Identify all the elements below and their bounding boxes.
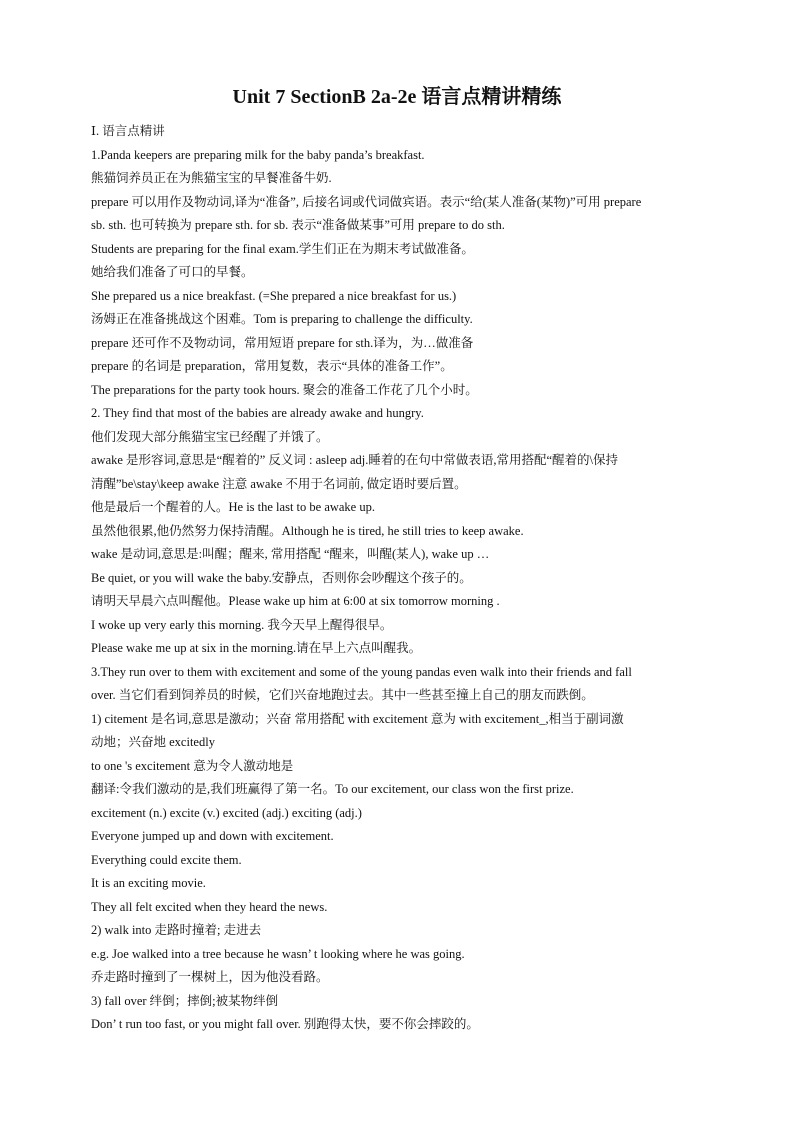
text-line: prepare 可以用作及物动词,译为“准备”, 后接名词或代词做宾语。表示“给(某人准备(某物)”可用 prepare	[91, 194, 642, 209]
text-line: Please wake me up at six in the morning.请在早上六点叫醒我。	[91, 641, 422, 655]
document-title: Unit 7 SectionB 2a-2e 语言点精讲精练	[232, 86, 562, 108]
text-line: prepare 的名词是 preparation，常用复数，表示“具体的准备工作”。	[91, 359, 453, 373]
text-line: 动地；兴奋地 excitedly	[91, 735, 215, 749]
text-line: prepare 还可作不及物动词，常用短语 prepare for sth.译为，为…做准备	[91, 335, 474, 350]
text-line: Be quiet, or you will wake the baby.安静点，否则你会吵醒这个孩子的。	[91, 570, 472, 585]
text-line: 熊猫饲养员正在为熊猫宝宝的早餐准备牛奶.	[91, 171, 332, 185]
text-line: 汤姆正在准备挑战这个困难。Tom is preparing to challenge the difficulty.	[91, 312, 473, 326]
text-line: 1.Panda keepers are preparing milk for the baby panda’s breakfast.	[91, 147, 425, 162]
text-line: She prepared us a nice breakfast. (=She prepared a nice breakfast for us.)	[91, 288, 457, 303]
text-line: excitement (n.) excite (v.) excited (adj.) exciting (adj.)	[91, 805, 362, 820]
text-line: 1) citement 是名词,意思是激动；兴奋 常用搭配 with excitement 意为 with excitement_,相当于副词激	[91, 711, 624, 726]
text-line: 乔走路时撞到了一棵树上，因为他没看路。	[91, 970, 329, 984]
text-line: 她给我们准备了可口的早餐。	[91, 265, 254, 279]
text-line: 2. They find that most of the babies are already awake and hungry.	[91, 406, 424, 420]
text-line: Don’ t run too fast, or you might fall over. 别跑得太快，要不你会摔跤的。	[91, 1017, 479, 1031]
text-line: e.g. Joe walked into a tree because he wasn’ t looking where he was going.	[91, 946, 465, 961]
text-line: Ⅰ. 语言点精讲	[91, 124, 165, 138]
text-line: wake 是动词,意思是:叫醒；醒来, 常用搭配 “醒来，叫醒(某人), wake up …	[91, 547, 490, 561]
text-line: 他是最后一个醒着的人。He is the last to be awake up.	[91, 500, 375, 514]
text-line: 虽然他很累,他仍然努力保持清醒。Although he is tired, he still tries to keep awake.	[91, 523, 524, 538]
text-line: I woke up very early this morning. 我今天早上醒得很早。	[91, 617, 393, 632]
text-line: The preparations for the party took hours. 聚会的准备工作花了几个小时。	[91, 382, 478, 397]
text-line: They all felt excited when they heard the news.	[91, 899, 328, 914]
text-line: Students are preparing for the final exam.学生们正在为期末考试做准备。	[91, 241, 474, 256]
text-line: Everyone jumped up and down with excitement.	[91, 829, 334, 843]
text-line: It is an exciting movie.	[91, 876, 206, 890]
text-line: 他们发现大部分熊猫宝宝已经醒了并饿了。	[91, 429, 329, 444]
text-line: 3.They run over to them with excitement and some of the young pandas even walk into their friends and fall	[91, 664, 632, 679]
text-line: 3) fall over 绊倒；摔倒;被某物绊倒	[91, 993, 279, 1008]
text-line: Everything could excite them.	[91, 852, 242, 867]
text-line: awake 是形容词,意思是“醒着的” 反义词 : asleep adj.睡着的在句中常做表语,常用搭配“醒着的\保持	[91, 453, 619, 467]
text-line: sb. sth. 也可转换为 prepare sth. for sb. 表示“准备做某事”可用 prepare to do sth.	[91, 218, 505, 232]
text-line: 清醒”be\stay\keep awake 注意 awake 不用于名词前, 做定语时要后置。	[91, 476, 467, 491]
document-body	[91, 120, 716, 1037]
text-line: over. 当它们看到饲养员的时候，它们兴奋地跑过去。其中一些甚至撞上自己的朋友而跌倒。	[91, 688, 594, 702]
text-line: to one 's excitement 意为令人激动地是	[91, 758, 294, 773]
text-line: 请明天早晨六点叫醒他。Please wake up him at 6:00 at six tomorrow morning .	[91, 594, 500, 608]
text-line: 翻译:令我们激动的是,我们班赢得了第一名。To our excitement, our class won the first prize.	[91, 782, 574, 796]
text-line: 2) walk into 走路时撞着; 走进去	[91, 923, 262, 937]
